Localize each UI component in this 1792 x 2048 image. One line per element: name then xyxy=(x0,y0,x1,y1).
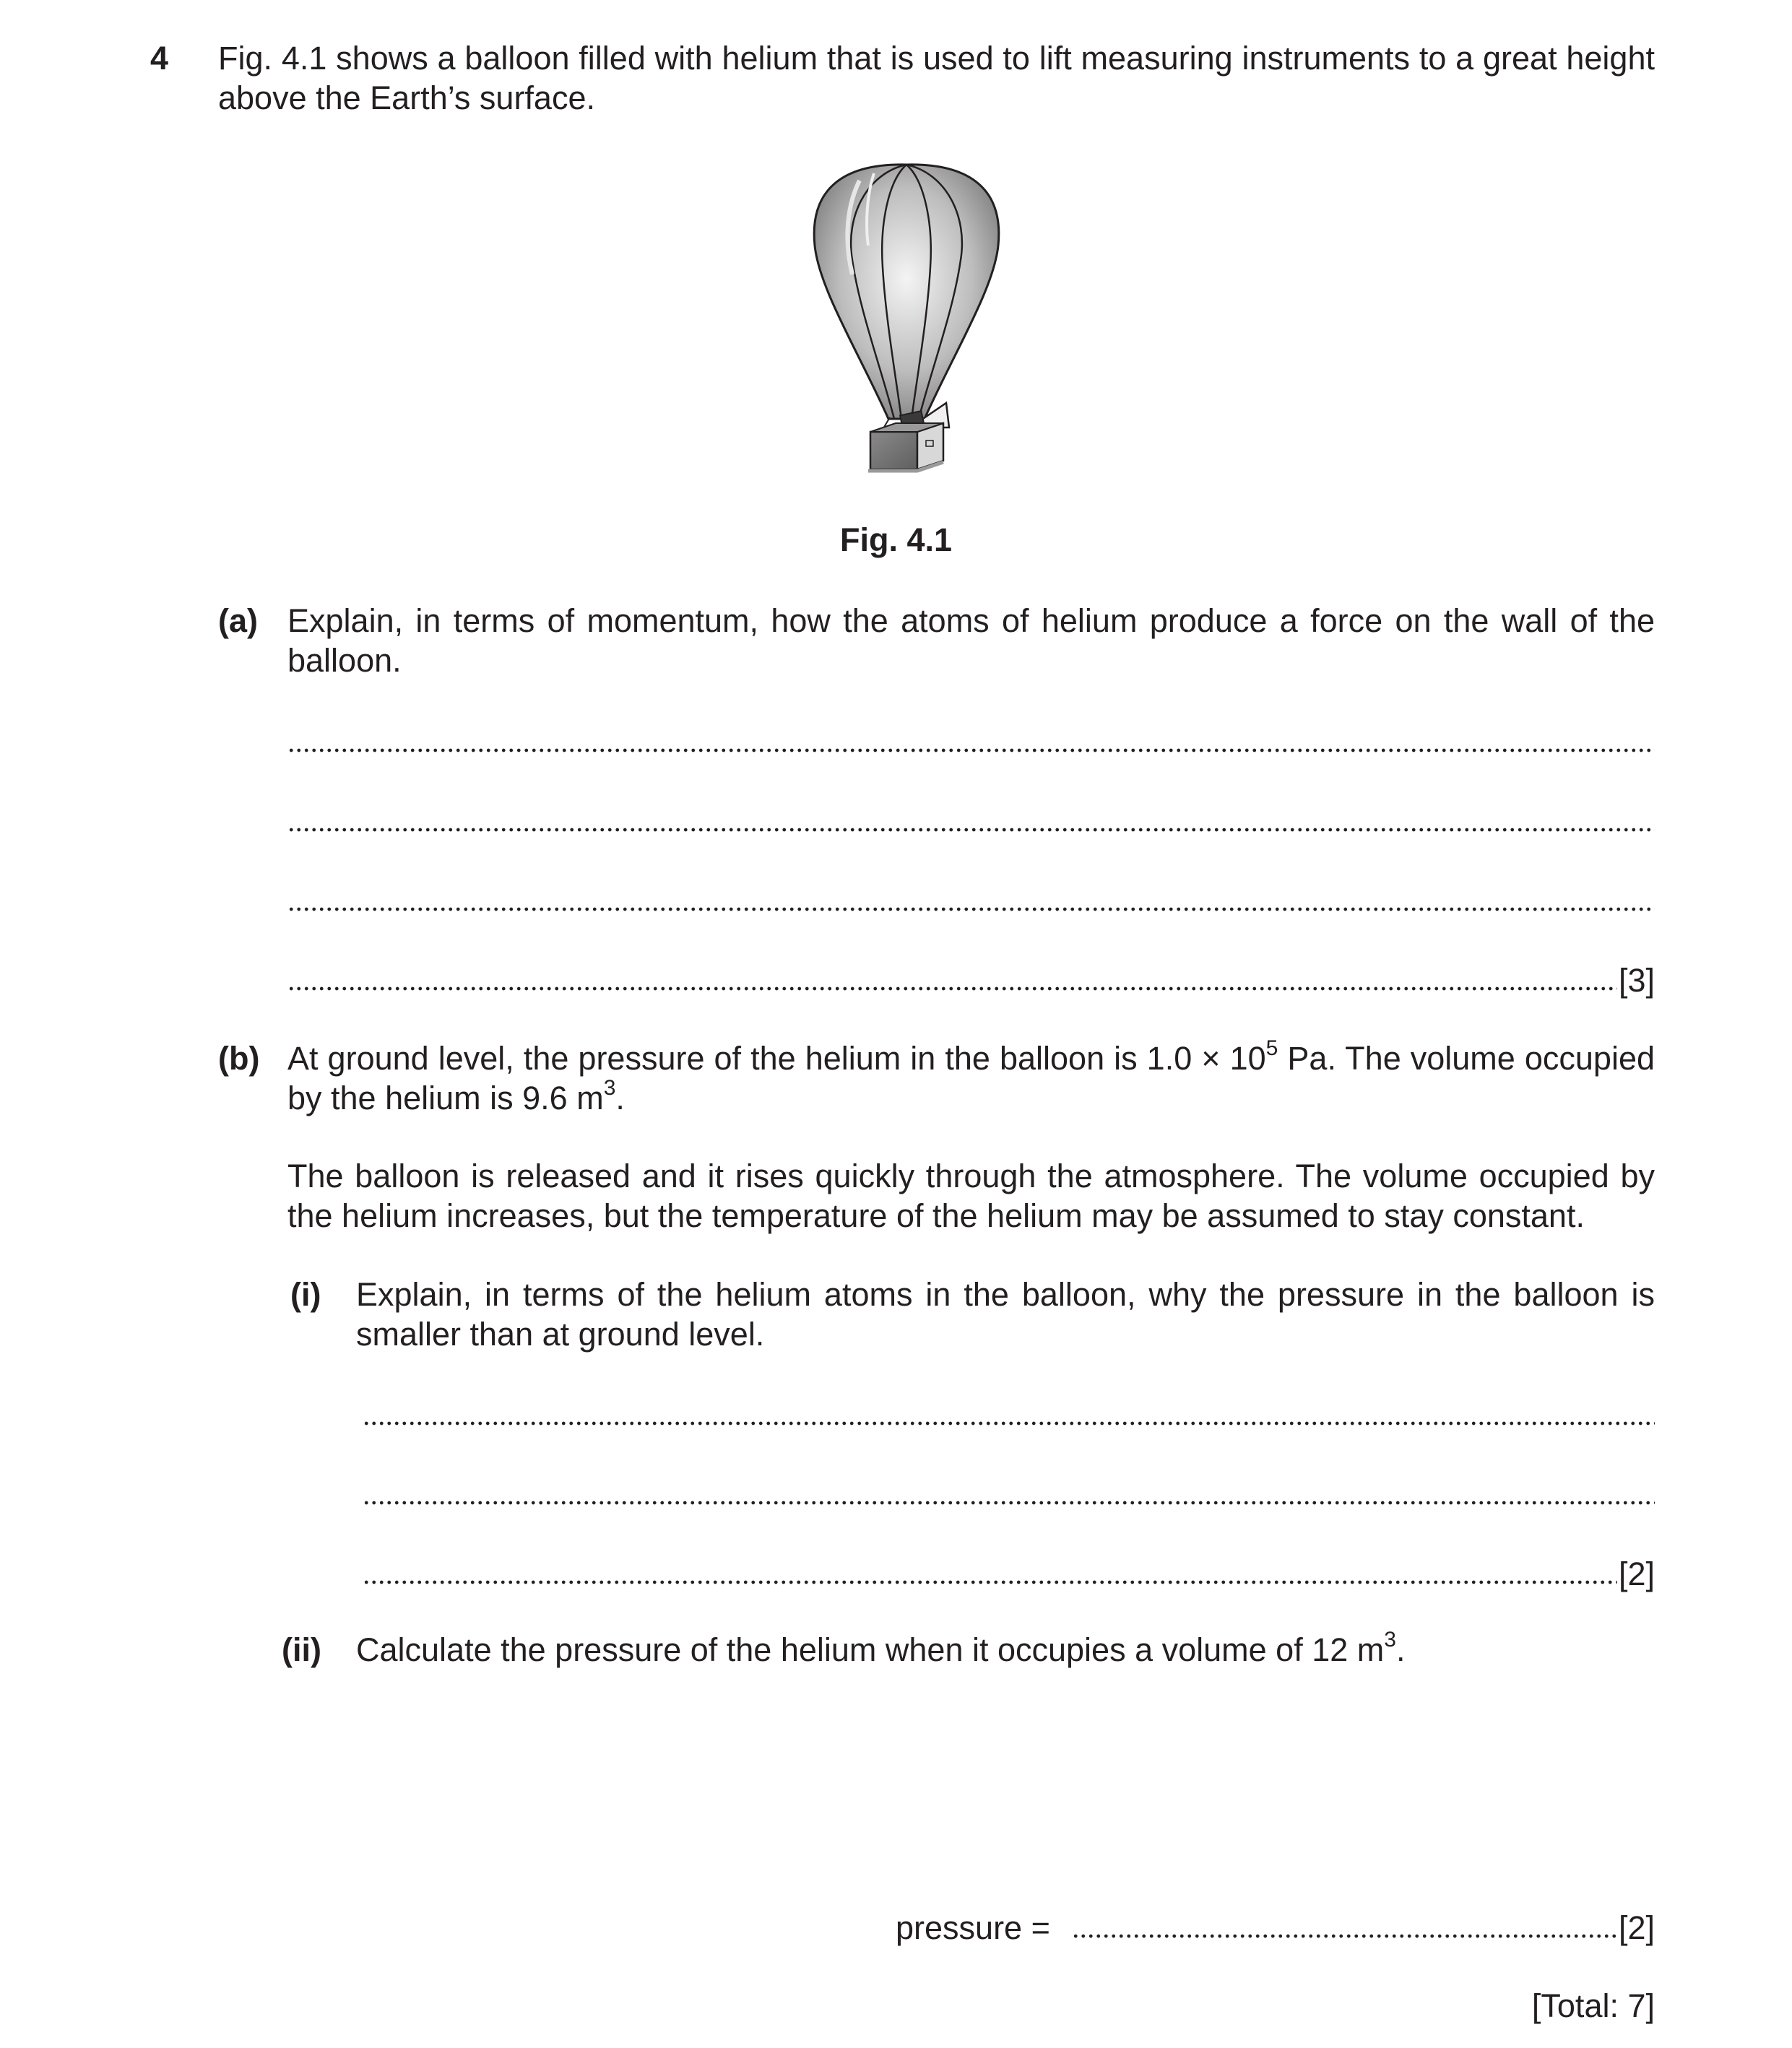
answer-line-a4[interactable] xyxy=(287,960,1655,1000)
figure-caption: Fig. 4.1 xyxy=(839,521,953,558)
balloon-figure xyxy=(802,159,1011,484)
part-b-text-1: At ground level, the pressure of the helium in the balloon is $1.0 \times 10^5$ Pa. The volume occupied by the helium is 9.6 $m^3$. xyxy=(287,1036,1655,1116)
answer-line-i1[interactable] xyxy=(363,1395,1655,1435)
answer-line-a3[interactable] xyxy=(287,881,1655,921)
balloon-illustration xyxy=(802,159,1011,484)
answer-line-i2[interactable] xyxy=(363,1475,1655,1514)
marks-a: [3] xyxy=(1618,962,1655,999)
part-a-label: (a) xyxy=(218,602,258,639)
part-b-i-text: Explain, in terms of the helium atoms in the balloon, why the pressure in the balloon is smaller than at ground level. xyxy=(356,1276,1655,1353)
answer-line-a2[interactable] xyxy=(287,802,1655,841)
part-b-label: (b) xyxy=(218,1040,260,1077)
marks-i: [2] xyxy=(1618,1555,1655,1592)
question-intro: Fig. 4.1 shows a balloon filled with helium that is used to lift measuring instruments to a great height above the Earth’s surface. xyxy=(218,40,1655,116)
part-b-text-2: The balloon is released and it rises quickly through the atmosphere. The volume occupied by the helium increases, but the temperature of the helium may be assumed to stay constant. xyxy=(287,1158,1655,1234)
answer-line-a1[interactable] xyxy=(287,722,1655,762)
pressure-answer-line[interactable] xyxy=(896,1908,1655,1948)
answer-line-i3[interactable] xyxy=(363,1554,1655,1594)
question-number: 4 xyxy=(150,40,169,77)
part-b-ii-label: (ii) xyxy=(282,1631,321,1668)
part-b-ii-text: Calculate the pressure of the helium when it occupies a volume of 12 $m^3$. xyxy=(356,1628,1406,1668)
part-b-i-label: (i) xyxy=(290,1276,321,1313)
total-marks: [Total: 7] xyxy=(1531,1987,1655,2024)
part-a-text: Explain, in terms of momentum, how the atoms of helium produce a force on the wall of the balloon. xyxy=(287,602,1655,679)
pressure-label: pressure = xyxy=(896,1909,1060,1946)
marks-ii: [2] xyxy=(1618,1909,1655,1946)
